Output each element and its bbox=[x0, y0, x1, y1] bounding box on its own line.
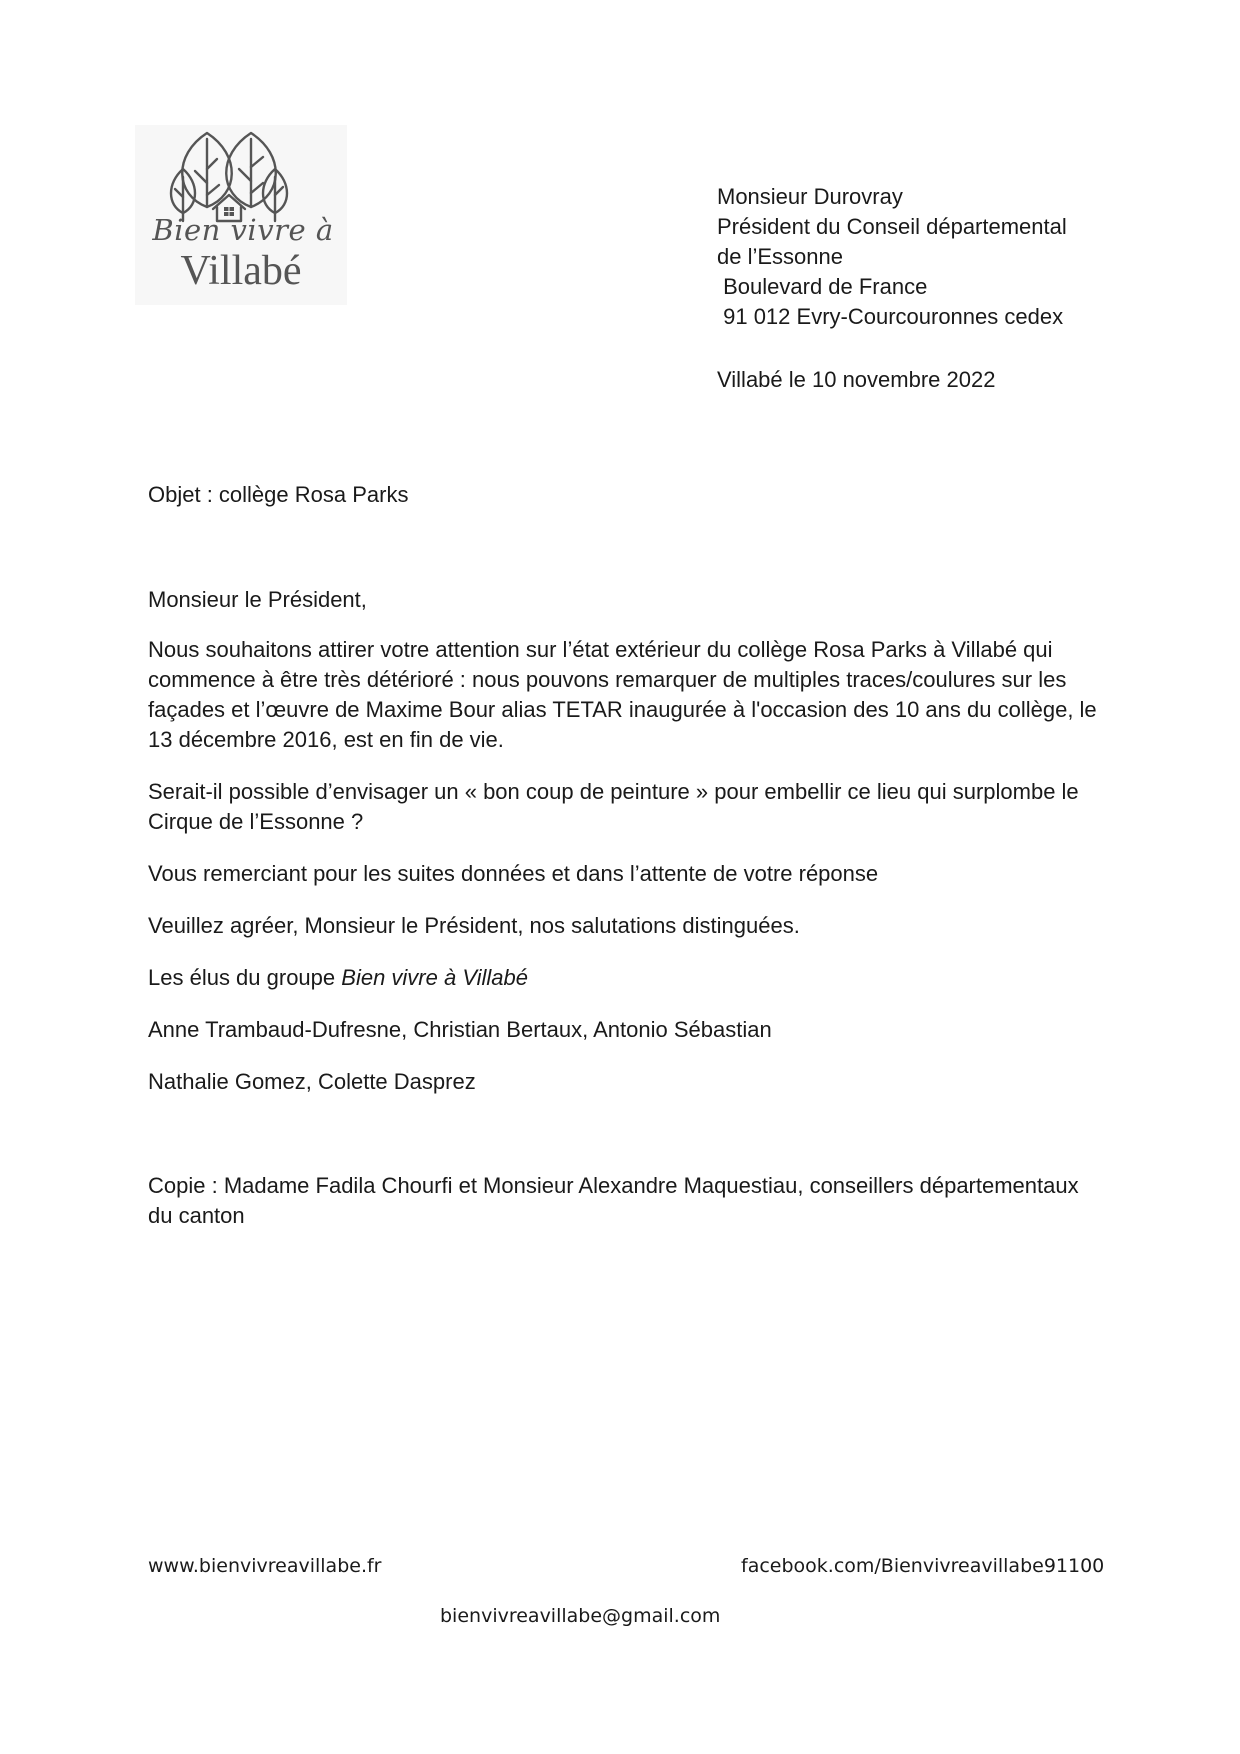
footer-facebook-link[interactable]: facebook.com/Bienvivreavillabe91100 bbox=[741, 1555, 1105, 1577]
signature-intro: Les élus du groupe bbox=[148, 965, 342, 990]
logo-town-text: Villabé bbox=[180, 248, 302, 294]
footer-website-link[interactable]: www.bienvivreavillabe.fr bbox=[148, 1555, 382, 1577]
recipient-line: 91 012 Evry-Courcouronnes cedex bbox=[717, 304, 1064, 329]
signatories-line-2: Nathalie Gomez, Colette Dasprez bbox=[148, 1069, 476, 1094]
recipient-line: Monsieur Durovray bbox=[717, 184, 903, 209]
copy-recipients: Copie : Madame Fadila Chourfi et Monsieur Alexandre Maquestiau, conseillers départementaux du canton bbox=[148, 1173, 1079, 1228]
recipient-line: de l’Essonne bbox=[717, 244, 843, 269]
letter-paragraph-2: Serait-il possible d’envisager un « bon coup de peinture » pour embellir ce lieu qui surplombe le Cirque de l’Essonne ? bbox=[148, 779, 1079, 834]
letter-closing: Veuillez agréer, Monsieur le Président, nos salutations distinguées. bbox=[148, 913, 800, 938]
footer-email-link[interactable]: bienvivreavillabe@gmail.com bbox=[440, 1605, 721, 1627]
signature-group: Bien vivre à Villabé bbox=[341, 965, 528, 990]
recipient-line: Boulevard de France bbox=[717, 274, 928, 299]
signature-line bbox=[148, 963, 1108, 993]
recipient-line: Président du Conseil départemental bbox=[717, 214, 1067, 239]
signatories-line-1: Anne Trambaud-Dufresne, Christian Bertaux, Antonio Sébastian bbox=[148, 1017, 772, 1042]
letter-greeting: Monsieur le Président, bbox=[148, 587, 367, 612]
recipient-address bbox=[717, 182, 1137, 332]
organization-logo bbox=[135, 125, 347, 305]
letter-paragraph-1: Nous souhaitons attirer votre attention sur l’état extérieur du collège Rosa Parks à Villabé qui commence à être très détérioré : nous pouvons remarquer de multiples traces/coulures sur les façades et l’œuvre de Maxime Bour alias TETAR inaugurée à l'occasion des 10 ans du collège, le 13 décembre 2016, est en fin de vie. bbox=[148, 637, 1097, 752]
letter-body bbox=[148, 585, 1108, 1119]
letter-date: Villabé le 10 novembre 2022 bbox=[717, 367, 996, 392]
letter-subject: Objet : collège Rosa Parks bbox=[148, 482, 409, 507]
letter-paragraph-3: Vous remerciant pour les suites données et dans l’attente de votre réponse bbox=[148, 861, 879, 886]
logo-script-text: Bien vivre à bbox=[152, 213, 334, 247]
